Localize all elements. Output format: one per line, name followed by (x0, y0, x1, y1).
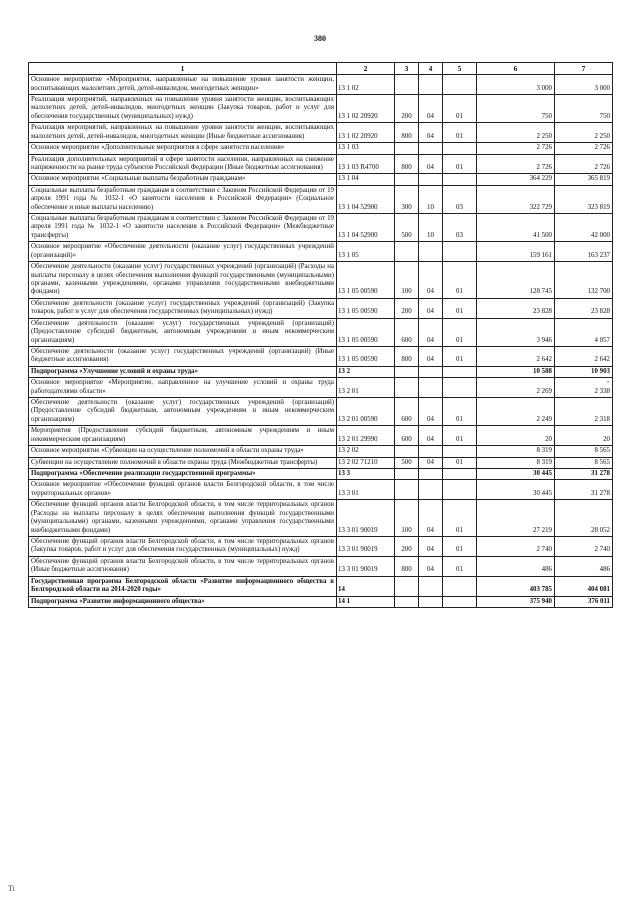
row-rz-cell: 04 (419, 398, 443, 426)
row-code-cell: 13 3 01 (337, 480, 395, 500)
row-vr-cell: 100 (395, 262, 419, 299)
table-row (29, 596, 613, 607)
table-row (29, 94, 613, 122)
column-header-row (29, 63, 613, 75)
row-sum-2020-cell: 486 (555, 556, 613, 576)
row-name-cell: Основное мероприятие «Мероприятия, направленные на повышение уровня занятости женщин, воспитывающих малолетних детей, детей-инвалидов, многодетных женщин» (29, 75, 337, 95)
row-rz-cell (419, 480, 443, 500)
row-sum-2019-cell: 364 229 (477, 174, 555, 185)
row-code-cell: 13 1 05 00590 (337, 298, 395, 318)
row-sum-2019-cell: 2 726 (477, 154, 555, 174)
row-sum-2019-cell: 23 828 (477, 298, 555, 318)
row-rz-cell: 04 (419, 94, 443, 122)
row-sum-2019-cell: 2 740 (477, 536, 555, 556)
row-vr-cell (395, 174, 419, 185)
col-header-5: 5 (443, 63, 477, 75)
row-vr-cell: 500 (395, 214, 419, 242)
row-name-cell: Подпрограмма «Улучшение условий и охраны труда» (29, 366, 337, 377)
row-name-cell: Подпрограмма «Развитие информационного общества» (29, 596, 337, 607)
row-name-cell: Основное мероприятие «Субвенции на осуществление полномочий в области охраны труда» (29, 446, 337, 457)
row-vr-cell: 200 (395, 298, 419, 318)
row-pr-cell (443, 366, 477, 377)
row-name-cell: Основное мероприятие «Мероприятие, направленное на улучшение условий и охраны труда работодателями области» (29, 378, 337, 398)
row-vr-cell (395, 75, 419, 95)
row-name-cell: Реализация мероприятий, направленных на повышение уровня занятости женщин, воспитывающих малолетних детей, детей-инвалидов, многодетных женщин (Закупка товаров, работ и услуг для обеспечения государственных (муниципальных) нужд) (29, 94, 337, 122)
row-sum-2019-cell: 41 500 (477, 214, 555, 242)
row-sum-2020-cell: 20 (555, 426, 613, 446)
row-rz-cell (419, 469, 443, 480)
row-sum-2019-cell: 128 745 (477, 262, 555, 299)
scan-mark: Ti (8, 884, 15, 893)
row-code-cell: 13 2 02 (337, 446, 395, 457)
row-rz-cell: 04 (419, 426, 443, 446)
row-sum-2019-cell: 8 319 (477, 446, 555, 457)
col-header-2: 2 (337, 63, 395, 75)
table-row (29, 123, 613, 143)
row-sum-2020-cell: 4 057 (555, 318, 613, 346)
row-sum-2019-cell: 20 (477, 426, 555, 446)
row-rz-cell: 04 (419, 154, 443, 174)
row-sum-2020-cell: 2 318 (555, 398, 613, 426)
row-sum-2019-cell: 8 319 (477, 457, 555, 468)
row-sum-2019-cell: 750 (477, 94, 555, 122)
row-name-cell: Подпрограмма «Обеспечение реализации государственной программы» (29, 469, 337, 480)
row-rz-cell (419, 378, 443, 398)
row-sum-2020-cell: 2 740 (555, 536, 613, 556)
row-pr-cell: 01 (443, 94, 477, 122)
row-sum-2019-cell: 2 726 (477, 143, 555, 154)
row-rz-cell: 04 (419, 298, 443, 318)
row-code-cell: 13 1 02 20920 (337, 123, 395, 143)
row-sum-2020-cell: 2 250 (555, 123, 613, 143)
table-row (29, 480, 613, 500)
table-row (29, 536, 613, 556)
row-sum-2020-cell: 2 338 (555, 378, 613, 398)
table-row (29, 262, 613, 299)
row-sum-2020-cell: 31 278 (555, 469, 613, 480)
row-name-cell: Основное мероприятие «Обеспечение функций органов власти Белгородской области, в том числе территориальных органов» (29, 480, 337, 500)
table-row (29, 298, 613, 318)
row-vr-cell: 100 (395, 500, 419, 537)
row-rz-cell (419, 366, 443, 377)
row-rz-cell: 04 (419, 457, 443, 468)
row-name-cell: Государственная программа Белгородской области «Развитие информационного общества в Белгородской области на 2014-2020 годы» (29, 576, 337, 596)
table-row (29, 318, 613, 346)
row-vr-cell (395, 469, 419, 480)
table-row (29, 366, 613, 377)
row-vr-cell: 200 (395, 536, 419, 556)
row-rz-cell (419, 446, 443, 457)
row-code-cell: 14 (337, 576, 395, 596)
row-sum-2019-cell: 3 000 (477, 75, 555, 95)
row-code-cell: 13 1 05 00590 (337, 346, 395, 366)
table-row (29, 214, 613, 242)
row-pr-cell (443, 480, 477, 500)
row-code-cell: 13 1 02 20920 (337, 94, 395, 122)
row-vr-cell: 800 (395, 123, 419, 143)
row-code-cell: 13 1 05 (337, 242, 395, 262)
row-sum-2019-cell: 375 940 (477, 596, 555, 607)
table-row (29, 556, 613, 576)
row-rz-cell: 04 (419, 262, 443, 299)
row-pr-cell: 01 (443, 262, 477, 299)
row-vr-cell (395, 576, 419, 596)
table-row (29, 174, 613, 185)
row-name-cell: Основное мероприятие «Социальные выплаты безработным гражданам» (29, 174, 337, 185)
row-sum-2020-cell: 750 (555, 94, 613, 122)
row-name-cell: Мероприятия (Предоставление субсидий бюджетным, автономным учреждениям и иным некоммерческим организациям) (29, 426, 337, 446)
row-rz-cell: 04 (419, 123, 443, 143)
row-pr-cell: 01 (443, 298, 477, 318)
row-rz-cell (419, 143, 443, 154)
row-pr-cell: 01 (443, 346, 477, 366)
row-code-cell: 13 1 02 (337, 75, 395, 95)
row-pr-cell (443, 174, 477, 185)
row-sum-2020-cell: 404 081 (555, 576, 613, 596)
row-vr-cell: 600 (395, 318, 419, 346)
row-name-cell: Обеспечение деятельности (оказание услуг) государственных учреждений (организаций) (Предоставление субсидий бюджетным, автономным учреждениям и иным некоммерческим организациям) (29, 398, 337, 426)
row-vr-cell: 600 (395, 398, 419, 426)
row-sum-2019-cell: 30 445 (477, 480, 555, 500)
row-vr-cell (395, 378, 419, 398)
page-number: 380 (314, 34, 326, 43)
row-name-cell: Обеспечение деятельности (оказание услуг) государственных учреждений (организаций) (Иные бюджетные ассигнования) (29, 346, 337, 366)
row-rz-cell: 10 (419, 185, 443, 213)
row-rz-cell (419, 174, 443, 185)
row-pr-cell (443, 576, 477, 596)
row-code-cell: 13 2 (337, 366, 395, 377)
table-row (29, 576, 613, 596)
table-row (29, 398, 613, 426)
row-pr-cell: 01 (443, 398, 477, 426)
row-vr-cell (395, 480, 419, 500)
table-row (29, 378, 613, 398)
row-sum-2020-cell: 163 237 (555, 242, 613, 262)
col-header-1: 1 (29, 63, 337, 75)
row-sum-2019-cell: 159 161 (477, 242, 555, 262)
table-row (29, 446, 613, 457)
row-code-cell: 13 1 05 00590 (337, 262, 395, 299)
row-sum-2019-cell: 10 588 (477, 366, 555, 377)
table-row (29, 185, 613, 213)
row-code-cell: 14 1 (337, 596, 395, 607)
row-code-cell: 13 1 03 (337, 143, 395, 154)
row-code-cell: 13 3 01 90019 (337, 556, 395, 576)
row-sum-2019-cell: 2 642 (477, 346, 555, 366)
row-vr-cell (395, 242, 419, 262)
row-sum-2020-cell: 28 052 (555, 500, 613, 537)
row-vr-cell: 800 (395, 556, 419, 576)
row-rz-cell: 04 (419, 556, 443, 576)
row-pr-cell: 01 (443, 556, 477, 576)
row-code-cell: 13 1 04 52900 (337, 185, 395, 213)
row-sum-2020-cell: 23 828 (555, 298, 613, 318)
col-header-3: 3 (395, 63, 419, 75)
row-code-cell: 13 2 01 29990 (337, 426, 395, 446)
table-row (29, 75, 613, 95)
row-pr-cell: 03 (443, 185, 477, 213)
row-name-cell: Социальные выплаты безработным гражданам в соответствии с Законом Российской Федерации от 19 апреля 1991 года № 1032-1 «О занятости населения в Российской Федерации» (Социальное обеспечение и иные выплаты населению) (29, 185, 337, 213)
row-sum-2020-cell: 376 011 (555, 596, 613, 607)
row-name-cell: Реализация мероприятий, направленных на повышение уровня занятости женщин, воспитывающих малолетних детей, детей-инвалидов, многодетных женщин (Иные бюджетные ассигнования) (29, 123, 337, 143)
row-vr-cell: 300 (395, 185, 419, 213)
col-header-7: 7 (555, 63, 613, 75)
row-name-cell: Социальные выплаты безработным гражданам в соответствии с Законом Российской Федерации от 19 апреля 1991 года № 1032-1 «О занятости населения в Российской Федерации» (Межбюджетные трансферты) (29, 214, 337, 242)
row-name-cell: Основное мероприятие «Обеспечение деятельности (оказание услуг) государственных учреждений (организаций)» (29, 242, 337, 262)
row-name-cell: Обеспечение деятельности (оказание услуг) государственных учреждений (организаций) (Закупка товаров, работ и услуг для обеспечения государственных (муниципальных) нужд) (29, 298, 337, 318)
row-vr-cell (395, 446, 419, 457)
row-pr-cell: 01 (443, 123, 477, 143)
row-pr-cell (443, 378, 477, 398)
row-sum-2019-cell: 322 729 (477, 185, 555, 213)
row-sum-2020-cell: 2 642 (555, 346, 613, 366)
row-sum-2020-cell: 8 565 (555, 446, 613, 457)
row-pr-cell (443, 469, 477, 480)
row-code-cell: 13 3 (337, 469, 395, 480)
row-pr-cell (443, 143, 477, 154)
row-code-cell: 13 1 04 52900 (337, 214, 395, 242)
row-rz-cell (419, 242, 443, 262)
row-sum-2020-cell: 323 819 (555, 185, 613, 213)
row-pr-cell: 01 (443, 318, 477, 346)
row-code-cell: 13 1 03 R4700 (337, 154, 395, 174)
row-sum-2019-cell: 27 219 (477, 500, 555, 537)
row-vr-cell: 800 (395, 154, 419, 174)
table-row (29, 500, 613, 537)
row-pr-cell (443, 596, 477, 607)
row-rz-cell (419, 596, 443, 607)
row-rz-cell: 04 (419, 536, 443, 556)
row-vr-cell (395, 366, 419, 377)
row-sum-2020-cell: 31 278 (555, 480, 613, 500)
row-rz-cell: 04 (419, 346, 443, 366)
budget-table (28, 62, 613, 608)
row-pr-cell: 01 (443, 154, 477, 174)
table-row (29, 457, 613, 468)
row-sum-2019-cell: 2 249 (477, 398, 555, 426)
row-name-cell: Обеспечение деятельности (оказание услуг) государственных учреждений (организаций) (Предоставление субсидий бюджетным, автономным учреждениям и иным некоммерческим организациям) (29, 318, 337, 346)
row-rz-cell (419, 576, 443, 596)
row-vr-cell: 800 (395, 346, 419, 366)
row-sum-2020-cell: 365 819 (555, 174, 613, 185)
row-sum-2020-cell: 10 903 (555, 366, 613, 377)
row-code-cell: 13 2 01 (337, 378, 395, 398)
table-row (29, 426, 613, 446)
row-vr-cell (395, 143, 419, 154)
col-header-6: 6 (477, 63, 555, 75)
row-rz-cell: 04 (419, 318, 443, 346)
table-row (29, 346, 613, 366)
row-code-cell: 13 3 01 90019 (337, 500, 395, 537)
col-header-4: 4 (419, 63, 443, 75)
row-name-cell: Субвенции на осуществление полномочий в области охраны труда (Межбюджетные трансферты) (29, 457, 337, 468)
row-sum-2019-cell: 486 (477, 556, 555, 576)
row-name-cell: Обеспечение функций органов власти Белгородской области, в том числе территориальных органов (Расходы на выплаты персоналу в целях обеспечения выполнения функций государственными (муниципальными) органами, казенными учреждениями, органами управления государственными внебюджетными фондами) (29, 500, 337, 537)
row-vr-cell: 500 (395, 457, 419, 468)
row-pr-cell: 01 (443, 500, 477, 537)
table-row (29, 154, 613, 174)
row-name-cell: Обеспечение функций органов власти Белгородской области, в том числе территориальных органов (Иные бюджетные ассигнования) (29, 556, 337, 576)
row-pr-cell: 01 (443, 426, 477, 446)
row-sum-2019-cell: 3 946 (477, 318, 555, 346)
table-row (29, 469, 613, 480)
row-sum-2020-cell: 2 726 (555, 154, 613, 174)
row-name-cell: Реализация дополнительных мероприятий в сфере занятости населения, направленных на снижение напряженности на рынке труда субъектов Российской Федерации (Иные бюджетные ассигнования) (29, 154, 337, 174)
row-vr-cell: 200 (395, 94, 419, 122)
row-sum-2020-cell: 132 700 (555, 262, 613, 299)
row-rz-cell (419, 75, 443, 95)
row-sum-2019-cell: 2 269 (477, 378, 555, 398)
row-name-cell: Основное мероприятие «Дополнительные мероприятия в сфере занятости населения» (29, 143, 337, 154)
row-code-cell: 13 2 01 00590 (337, 398, 395, 426)
row-name-cell: Обеспечение деятельности (оказание услуг) государственных учреждений (организаций) (Расходы на выплаты персоналу в целях обеспечения выполнения функций государственными (муниципальными) органами, казенными учреждениями, органами управления государственными внебюджетными фондами) (29, 262, 337, 299)
row-pr-cell (443, 242, 477, 262)
row-vr-cell: 600 (395, 426, 419, 446)
table-row (29, 242, 613, 262)
row-sum-2020-cell: 42 000 (555, 214, 613, 242)
row-code-cell: 13 2 02 71210 (337, 457, 395, 468)
row-code-cell: 13 1 04 (337, 174, 395, 185)
row-code-cell: 13 3 01 90019 (337, 536, 395, 556)
row-rz-cell: 04 (419, 500, 443, 537)
row-pr-cell (443, 446, 477, 457)
row-sum-2019-cell: 403 785 (477, 576, 555, 596)
row-name-cell: Обеспечение функций органов власти Белгородской области, в том числе территориальных органов (Закупка товаров, работ и услуг для обеспечения государственных (муниципальных) нужд) (29, 536, 337, 556)
row-pr-cell: 01 (443, 457, 477, 468)
row-sum-2020-cell: 8 565 (555, 457, 613, 468)
row-pr-cell: 01 (443, 536, 477, 556)
row-code-cell: 13 1 05 00590 (337, 318, 395, 346)
row-sum-2020-cell: 2 726 (555, 143, 613, 154)
table-body (29, 75, 613, 608)
row-sum-2019-cell: 2 250 (477, 123, 555, 143)
margin-dot: • (607, 380, 610, 386)
row-sum-2019-cell: 30 445 (477, 469, 555, 480)
row-sum-2020-cell: 3 000 (555, 75, 613, 95)
row-pr-cell (443, 75, 477, 95)
row-pr-cell: 03 (443, 214, 477, 242)
row-vr-cell (395, 596, 419, 607)
row-rz-cell: 10 (419, 214, 443, 242)
table-row (29, 143, 613, 154)
